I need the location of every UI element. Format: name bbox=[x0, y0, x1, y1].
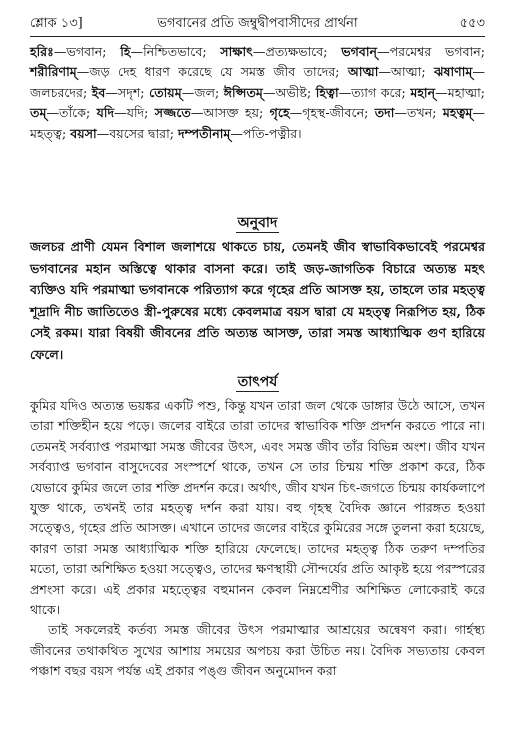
synonym-word: সজ্জতে bbox=[154, 105, 191, 121]
synonym-meaning: প্রত্যক্ষভাবে; bbox=[265, 44, 342, 59]
synonym-meaning: পতি-পত্নীর। bbox=[243, 125, 302, 141]
synonym-word: মহান্ bbox=[410, 84, 436, 100]
synonym-word: হি bbox=[120, 44, 131, 59]
purport-paragraph: কুমির যদিও অত্যন্ত ভয়ঙ্কর একটি পশু, কিন্তু যখন তারা জল থেকে ডাঙ্গার উঠে আসে, তখন তারা শক্তিহীন হয়ে পড়ে। জলের বাইরে তারা তাদের স্বাভাবিক শক্তি প্রদর্শন করতে পারে না। তেমনই সর্বব্যাপ্ত পরমাত্মা সমস্ত জীবের উৎস, এবং সমস্ত জীব তাঁর বিভিন্ন অংশ। জীব যখন সর্বব্যাপ্ত ভগবান বাসুদেবের সংস্পর্শে থাকে, তখন সে তার চিন্ময় শক্তি প্রকাশ করে, ঠিক যেভাবে কুমির জলে তার শক্তি প্রদর্শন করে। অর্থাৎ, জীব যখন চিৎ-জগতে চিন্ময় কার্যকলাপে যুক্ত থাকে, তখনই তার মহত্ত্ব দর্শন করা যায়। বহু গৃহস্থ বৈদিক জ্ঞানে পারঙ্গত হওয়া সত্ত্বেও, গৃহের প্রতি আসক্ত। এখানে তাদের জলের বাইরে কুমিরের সঙ্গে তুলনা করা হয়েছে, কারণ তারা সমস্ত আধ্যাত্মিক শক্তি হারিয়ে ফেলেছে। তাদের মহত্ত্ব ঠিক তরুণ দম্পতির মতো, তারা অশিক্ষিত হওয়া সত্ত্বেও, তাদের ক্ষণস্থায়ী সৌন্দর্যের প্রতি আকৃষ্ট হয়ে পরস্পরের প্রশংসা করে। এই প্রকার মহত্ত্বের বহুমানন কেবল নিম্নশ্রেণীর অশিক্ষিত লোকেরাই করে থাকে। bbox=[30, 398, 486, 618]
word-for-word-synonyms: হরিঃ—ভগবান; হি—নিশ্চিতভাবে; সাক্ষাৎ—প্রত্যক্ষভাবে; ভগবান্—পরমেশ্বর ভগবান; শরীরিণাম্—জড় দেহ ধারণ করেছে যে সমস্ত জীব তাদের; আত্মা—আত্মা; ঝষাণাম্—জলচরদের; ইব—সদৃশ; তোয়ম্—জল; ঈপ্সিতম্—অভীষ্ট; হিত্বা—ত্যাগ করে; মহান্—মহাত্মা; তম্—তাঁকে; যদি—যদি; সজ্জতে—আসক্ত হয়; গৃহে—গৃহস্থ-জীবনে; তদা—তখন; মহত্বম্—মহত্ত্ব; বয়সা—বয়সের দ্বারা; দম্পতীনাম্—পতি-পত্নীর। bbox=[30, 44, 486, 141]
translation-heading bbox=[30, 211, 485, 235]
synonym-word: শরীরিণাম্ bbox=[30, 64, 77, 80]
purport-heading-text: তাৎপর্য bbox=[237, 374, 278, 390]
chapter-running-title: ভগবানের প্রতি জম্বুদ্বীপবাসীদের প্রার্থনা bbox=[157, 16, 358, 31]
purport-heading bbox=[30, 370, 485, 394]
verse-reference: শ্লোক ১৩] bbox=[30, 16, 83, 31]
synonym-word: মহত্বম্ bbox=[442, 105, 473, 121]
synonym-meaning: গৃহস্থ-জীবনে; bbox=[302, 105, 375, 121]
translation-text: জলচর প্রাণী যেমন বিশাল জলাশয়ে থাকতে চায়, তেমনই জীব স্বাভাবিকভাবেই পরমেশ্বর ভগবানের মহান অস্তিত্বে থাকার বাসনা করে। তাই জড়-জাগতিক বিচারে অত্যন্ত মহৎ ব্যক্তিও যদি পরমাত্মা ভগবানকে পরিত্যাগ করে গৃহের প্রতি আসক্ত হয়, তাহলে তার মহত্ত্ব শূদ্রাদি নীচ জাতিতেও স্ত্রী-পুরুষের মধ্যে কেবলমাত্র বয়স দ্বারা যে মহত্ত্ব নিরূপিত হয়, ঠিক সেই রকম। যারা বিষয়ী জীবনের প্রতি অত্যন্ত আসক্ত, তারা সমস্ত আধ্যাত্মিক গুণ হারিয়ে ফেলে। bbox=[30, 239, 485, 362]
synonym-word: ঈপ্সিতম্ bbox=[223, 84, 263, 100]
page-number: ৫৫৩ bbox=[459, 16, 485, 31]
synonym-meaning: তখন; bbox=[407, 105, 443, 121]
synonym-word: যদি bbox=[96, 105, 115, 121]
translation-heading-text: অনুবাদ bbox=[237, 215, 278, 231]
synonym-meaning: তাঁকে; bbox=[59, 105, 97, 121]
synonym-meaning: মহত্ত্ব; bbox=[30, 125, 71, 141]
synonym-meaning: পরমেশ্বর ভগবান; bbox=[389, 44, 486, 59]
purport-body bbox=[30, 396, 485, 682]
running-header bbox=[30, 10, 485, 37]
synonym-meaning: নিশ্চিতভাবে; bbox=[143, 44, 221, 59]
synonym-word: সাক্ষাৎ bbox=[220, 44, 253, 59]
synonym-word: হরিঃ bbox=[30, 44, 54, 59]
synonym-meaning: অভীষ্ট; bbox=[275, 84, 316, 100]
synonym-meaning: যদি; bbox=[126, 105, 155, 121]
synonym-meaning: ত্যাগ করে; bbox=[351, 84, 411, 100]
purport-paragraph: তাই সকলেরই কর্তব্য সমস্ত জীবের উৎস পরমাত্মার আশ্রয়ের অন্বেষণ করা। গার্হস্থ্য জীবনের তথাকথিত সুখের আশায় সময়ের অপচয় করা উচিত নয়। বৈদিক সভ্যতায় কেবল পঞ্চাশ বছর বয়স পর্যন্ত এই প্রকার পঙ্গু জীবন অনুমোদন করা bbox=[30, 622, 485, 679]
synonym-word: বয়সা bbox=[70, 125, 97, 141]
synonym-word: হিত্বা bbox=[315, 84, 339, 100]
synonym-word: ঝষাণাম্ bbox=[434, 64, 473, 80]
synonym-meaning: আসক্ত হয়; bbox=[203, 105, 270, 121]
synonym-meaning: সদৃশ; bbox=[117, 84, 150, 100]
synonym-meaning: বয়সের দ্বারা; bbox=[109, 125, 178, 141]
synonym-meaning: ভগবান; bbox=[66, 44, 121, 59]
synonym-word: তোয়ম্ bbox=[149, 84, 182, 100]
synonym-meaning: মহাত্মা; bbox=[447, 84, 485, 100]
synonym-word: আত্মা bbox=[347, 64, 379, 80]
synonym-meaning: জল; bbox=[194, 84, 224, 100]
synonym-meaning: জলচরদের; bbox=[30, 84, 92, 100]
synonym-meaning: আত্মা; bbox=[390, 64, 434, 80]
synonym-word: ইব bbox=[91, 84, 106, 100]
synonym-word: তম্ bbox=[30, 105, 47, 121]
synonym-word: ভগবান্ bbox=[341, 44, 378, 59]
synonym-word: গৃহে bbox=[269, 105, 290, 121]
synonym-word: তদা bbox=[374, 105, 395, 121]
synonym-meaning: জড় দেহ ধারণ করেছে যে সমস্ত জীব তাদের; bbox=[89, 64, 348, 80]
synonym-word: দম্পতীনাম্ bbox=[177, 125, 231, 141]
